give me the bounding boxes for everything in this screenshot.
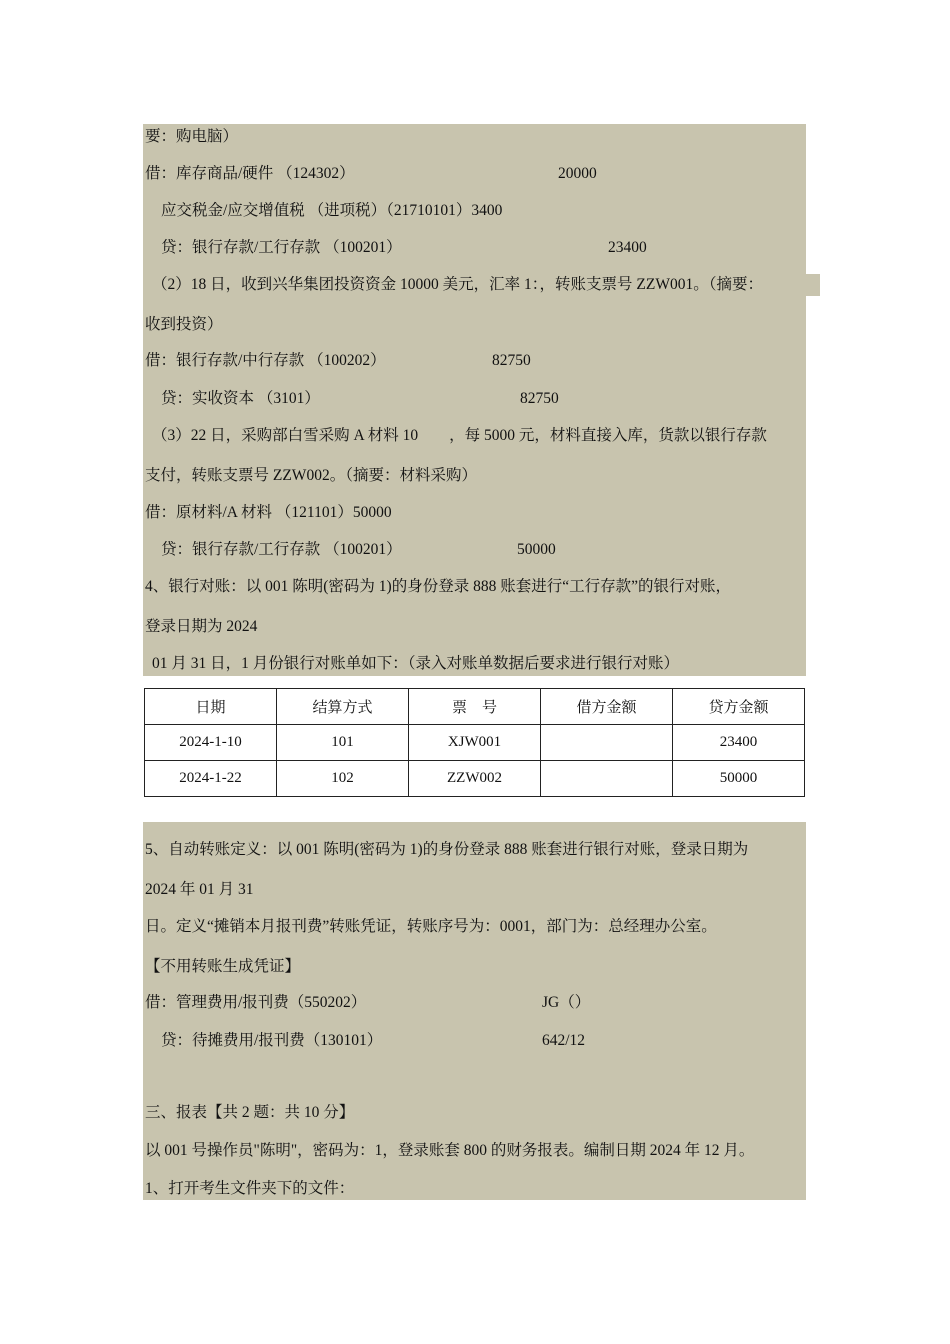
text-line: 收到投资） [145,316,223,333]
journal-amount: 82750 [492,352,531,369]
text-line: 【不用转账生成凭证】 [145,958,301,975]
journal-debit-line: 应交税金/应交增值税 （进项税）（21710101）3400 [161,202,503,219]
journal-amount: 23400 [608,239,647,256]
journal-amount: 642/12 [542,1032,586,1049]
journal-amount: 20000 [558,165,597,182]
table-header-row [145,689,805,725]
journal-amount: 50000 [517,541,556,558]
journal-amount: JG（） [542,994,591,1011]
text-line: 要：购电脑） [145,128,239,145]
journal-debit-line: 借：库存商品/硬件 （124302） [145,165,355,182]
journal-debit-line: 借：管理费用/报刊费（550202） [145,994,367,1011]
journal-debit-line: 借：银行存款/中行存款 （100202） [145,352,386,369]
text-line: （3）22 日，采购部白雪采购 A 材料 10 ，每 5000 元，材料直接入库，货款以银行存款 [152,427,767,444]
column-header: 贷方金额 [673,689,805,725]
bank-statement-table [144,688,805,797]
text-line: 1、打开考生文件夹下的文件： [145,1180,355,1197]
table-cell: 101 [277,725,409,761]
table-cell [541,725,673,761]
table-cell: 2024-1-22 [145,761,277,797]
column-header: 日期 [145,689,277,725]
table-row [145,761,805,797]
column-header: 票 号 [409,689,541,725]
text-line: 5、自动转账定义：以 001 陈明(密码为 1)的身份登录 888 账套进行银行对账，登录日期为 [145,841,749,858]
journal-credit-line: 贷：实收资本 （3101） [161,390,320,407]
text-line: （2）18 日，收到兴华集团投资资金 10000 美元，汇率 1：，转账支票号 ZZW001。（摘要： [152,276,763,293]
text-line: 以 001 号操作员"陈明"，密码为：1，登录账套 800 的财务报表。编制日期 2024 年 12 月。 [145,1142,755,1159]
journal-credit-line: 贷：银行存款/工行存款 （100201） [161,541,402,558]
table-cell: 2024-1-10 [145,725,277,761]
highlight-band-edge [806,274,820,296]
journal-amount: 82750 [520,390,559,407]
journal-credit-line: 贷：银行存款/工行存款 （100201） [161,239,402,256]
section-heading: 三、报表【共 2 题：共 10 分】 [145,1104,355,1121]
text-line: 4、银行对账：以 001 陈明(密码为 1)的身份登录 888 账套进行“工行存款”的银行对账， [145,578,731,595]
text-line: 01 月 31 日，1 月份银行对账单如下：（录入对账单数据后要求进行银行对账） [152,655,680,672]
table-cell: 23400 [673,725,805,761]
text-line: 2024 年 01 月 31 [145,881,254,898]
journal-credit-line: 贷：待摊费用/报刊费（130101） [161,1032,383,1049]
text-line: 登录日期为 2024 [145,618,258,635]
table-cell: 102 [277,761,409,797]
table-cell: XJW001 [409,725,541,761]
table-cell [541,761,673,797]
table-row [145,725,805,761]
text-line: 支付，转账支票号 ZZW002。（摘要：材料采购） [145,467,477,484]
table-cell: ZZW002 [409,761,541,797]
column-header: 结算方式 [277,689,409,725]
journal-debit-line: 借：原材料/A 材料 （121101）50000 [145,504,392,521]
text-line: 日。定义“摊销本月报刊费”转账凭证，转账序号为：0001，部门为：总经理办公室。 [145,918,717,935]
table-cell: 50000 [673,761,805,797]
column-header: 借方金额 [541,689,673,725]
